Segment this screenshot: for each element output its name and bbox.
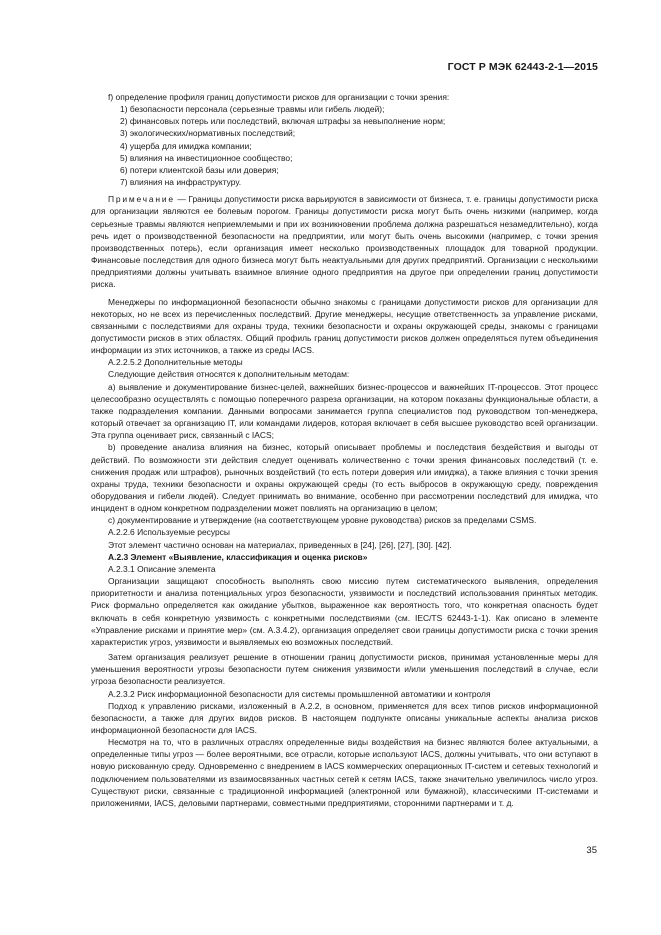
list-intro: f) определение профиля границ допустимости рисков для организации с точки зрения:: [108, 92, 450, 102]
page-number: 35: [586, 845, 597, 856]
list-item: 4) ущерба для имиджа компании;: [120, 140, 252, 151]
document-body: [91, 91, 598, 809]
list-item: 3) экологических/нормативных последствий;: [120, 128, 296, 139]
heading-a23: [91, 551, 598, 563]
list-item: 6) потери клиентской базы или доверия;: [120, 164, 279, 175]
consequence-list: [91, 103, 598, 188]
paragraph-managers: Менеджеры по информационной безопасности обычно знакомы с границами допустимости рисков для организации для некоторых, но не всех из перечисленных последствий. Другие менеджеры, несущие ответственность за управление рисками, связанными с последствиями для охраны труда, техники безопасности и охраны окружающей среды, знакомы с границами допустимости рисков в этих областях. Общий профиль границ допустимости рисков должен определяться путем объединения информации из этих источников, а также из среды IACS.: [91, 296, 598, 356]
heading-a231: А.2.3.1 Описание элемента: [108, 563, 216, 574]
heading-a2252: А.2.2.5.2 Дополнительные методы: [108, 357, 243, 368]
list-item: 1) безопасности персонала (серьезные травмы или гибель людей);: [120, 104, 385, 115]
list-item: 2) финансовых потерь или последствий, включая штрафы за невыполнение норм;: [120, 116, 446, 127]
paragraph-following: Следующие действия относятся к дополнительным методам:: [108, 369, 350, 380]
note-text: — Границы допустимости риска варьируются в зависимости от бизнеса, т. е. границы допустимости риска для организации являются ее болевым порогом. Границы допустимости риска могут быть очень низкими (например, когда серьезные травмы являются неприемлемыми и при их возникновении проблема должна разрешаться незамедлительно), когда речь идет о производственной безопасности на предприятии, или могут быть очень высокими (например, с точки зрения производственных потерь), если организация имеет несколько производственных площадок для товарной продукции. Финансовые последствия для одного бизнеса могут быть неактуальными для других предприятий. Организации с несколькими предприятиями должны учитывать взаимное влияние одного предприятия на другое при определении границ допустимости риска.: [91, 194, 598, 290]
paragraph-item-b: b) проведение анализа влияния на бизнес, который описывает проблемы и последствия бездействия и выгоды от действий. По возможности эти действия следует оценивать количественно с точки зрения финансовых последствий (т. е. снижения продаж или штрафов), рыночных воздействий (то есть потери доверия или имиджа), а также влияния с точки зрения охраны труда, техники безопасности и охраны окружающей среды (то есть выбросов в окружающую среду, повреждения оборудования и гибели людей). Следует принимать во внимание, особенно при рассмотрении последствий для имиджа, что инцидент в одном конкретном подразделении может повлиять на организацию в целом;: [91, 442, 598, 514]
paragraph-then: Затем организация реализует решение в отношении границ допустимости рисков, принимая установленные меры для уменьшения вероятности угрозы безопасности путем снижения уязвимости и/или уменьшения последствий в случае, если угроза безопасности реализуется.: [91, 652, 598, 687]
heading-a232: А.2.3.2 Риск информационной безопасности для системы промышленной автоматики и контроля: [108, 688, 491, 699]
note-label: Примечание: [108, 194, 175, 205]
list-item: 7) влияния на инфраструктуру.: [120, 177, 242, 188]
paragraph-sources: Этот элемент частично основан на материалах, приведенных в [24], [26], [27], [30]. [42].: [108, 539, 452, 550]
paragraph-item-a: а) выявление и документирование бизнес-целей, важнейших бизнес-процессов и важнейших IT-процессов. Этот процесс целесообразно осуществлять с помощью поперечного разреза организации, на котором показаны функциональные области, а также подразделения компании. Данными вопросами занимается группа специалистов под руководством топ-менеджера, который отвечает за организацию IT, или командами лидеров, которая включает в себя высшее руководство всей организации. Эта группа оценивает риск, связанный с IACS;: [91, 381, 598, 441]
paragraph-organizations: Организации защищают способность выполнять свою миссию путем систематического выявления, определения приоритетности и анализа потенциальных угроз безопасности, уязвимости и последствий использования принятых методик. Риск формально определяется как ожидание убытков, выраженное как вероятность того, что конкретная опасность будет включать в себя конкретную уязвимость с конкретными последствиями (см. IEC/TS 62443-1-1). Как описано в элементе «Управление рисками и принятие мер» (см. А.3.4.2), организация определяет свои границы допустимости риска с точки зрения характеристик угроз, уязвимости и выявляемых ею возможных последствий.: [91, 576, 598, 647]
paragraph-item-c: c) документирование и утверждение (на соответствующем уровне руководства) рисков за пределами CSMS.: [108, 515, 537, 526]
paragraph-despite: Несмотря на то, что в различных отраслях определенные виды воздействия на бизнес являются более актуальными, а определенные типы угроз — более вероятными, все отрасли, которые используют IACS, должны учитывать, что они вступают в новую рискованную среду. Одновременно с внедрением в IACS коммерческих операционных IT-систем и сетевых технологий и подключением пользователями из взаимосвязанных частных сетей к сетям IACS, также значительно увеличилось число угроз. Существуют риски, связанные с традиционной информацией (электронной или бумажной), классическими IT-системами и приложениями, IACS, деловыми партнерами, совместными предприятиями, сторонними партнерами и т. д.: [91, 737, 598, 808]
note-paragraph: [91, 193, 598, 290]
document-id-header: ГОСТ Р МЭК 62443-2-1—2015: [447, 61, 598, 73]
paragraph-approach: Подход к управлению рисками, изложенный в А.2.2, в основном, применяется для всех типов рисков информационной безопасности, а также для других видов рисков. В настоящем подпункте описаны уникальные аспекты анализа рисков информационной безопасности для IACS.: [91, 700, 598, 735]
list-item: 5) влияния на инвестиционное сообщество;: [120, 152, 293, 163]
heading-a226: А.2.2.6 Используемые ресурсы: [108, 527, 230, 538]
heading-a23-text: А.2.3 Элемент «Выявление, классификация и оценка рисков»: [108, 551, 368, 562]
